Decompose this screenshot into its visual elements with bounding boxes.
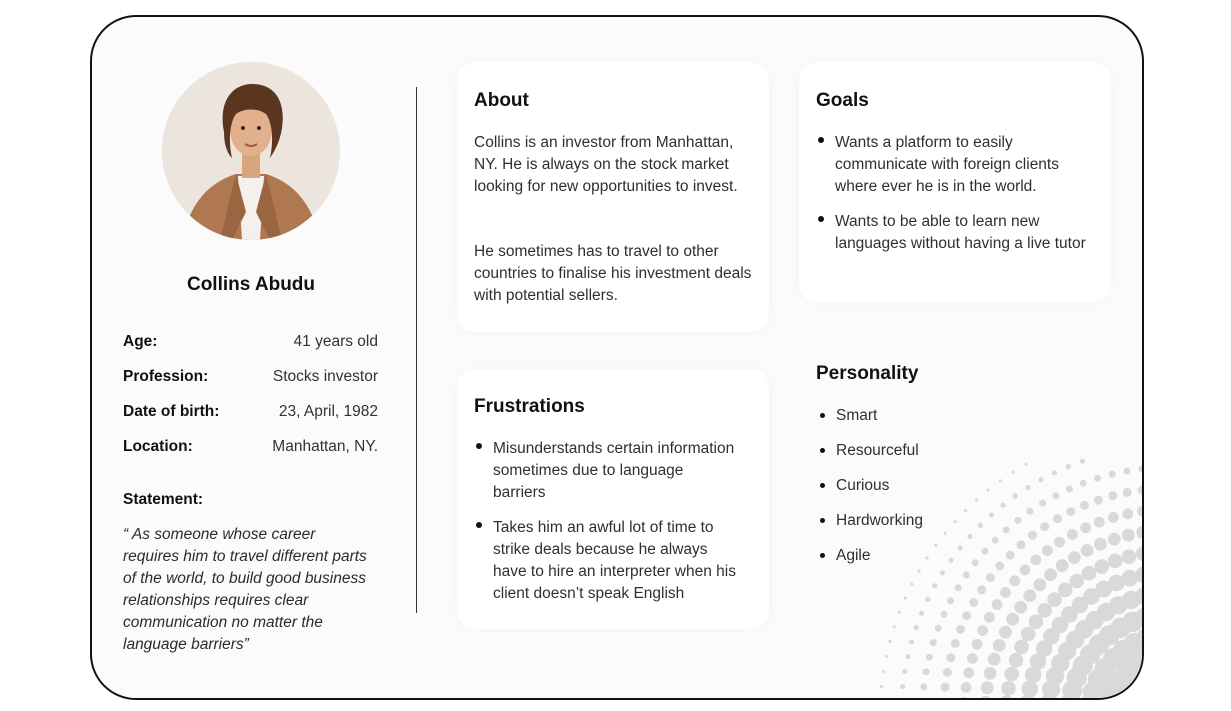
goals-heading: Goals: [816, 90, 869, 111]
halftone-dot: [999, 695, 1014, 700]
halftone-dot: [909, 639, 914, 644]
list-item: [816, 211, 1091, 255]
halftone-dot: [1109, 471, 1116, 478]
halftone-dot: [1017, 540, 1026, 549]
halftone-dot: [956, 625, 965, 634]
halftone-dot: [1024, 463, 1027, 466]
frustrations-heading: Frustrations: [474, 396, 585, 417]
bullet-dot-icon: [820, 448, 825, 453]
halftone-dot: [1056, 559, 1069, 572]
halftone-dot: [984, 612, 995, 623]
halftone-dot: [1014, 517, 1021, 524]
halftone-dot: [1138, 465, 1144, 472]
halftone-dot: [951, 639, 960, 648]
halftone-dot: [1122, 549, 1137, 564]
halftone-dot: [1070, 574, 1085, 589]
halftone-dot: [999, 479, 1002, 482]
list-item: [819, 405, 923, 440]
halftone-dot: [995, 562, 1004, 571]
halftone-dot: [1023, 589, 1036, 602]
halftone-dot: [1080, 480, 1087, 487]
halftone-dot: [1039, 500, 1046, 507]
halftone-dot: [1027, 508, 1034, 515]
halftone-dot: [932, 583, 937, 588]
halftone-dot: [1004, 667, 1019, 682]
halftone-dot: [955, 584, 962, 591]
halftone-dot: [1040, 522, 1049, 531]
halftone-dot: [1021, 627, 1036, 642]
halftone-dot: [1066, 464, 1071, 469]
persona-card: [90, 15, 1144, 700]
halftone-dot: [925, 597, 930, 602]
halftone-dot: [1094, 538, 1107, 551]
info-label: Date of birth:: [123, 403, 220, 420]
halftone-dot: [920, 683, 927, 690]
halftone-dot: [1122, 529, 1135, 542]
about-heading: About: [474, 90, 529, 111]
halftone-dot: [1052, 470, 1057, 475]
halftone-dot: [899, 699, 904, 700]
info-value: Stocks investor: [272, 368, 378, 385]
halftone-dot: [972, 559, 979, 566]
halftone-dot: [905, 654, 910, 659]
bullet-dot-icon: [820, 413, 825, 418]
halftone-dot: [1094, 496, 1103, 505]
halftone-dot: [977, 585, 986, 594]
halftone-dot: [946, 653, 955, 662]
info-value: Manhattan, NY.: [272, 438, 378, 455]
halftone-dot: [964, 509, 967, 512]
info-label: Profession:: [123, 368, 209, 385]
bullet-dot-icon: [818, 216, 824, 222]
halftone-dot: [1067, 529, 1078, 540]
halftone-dot: [1006, 613, 1019, 626]
halftone-dot: [882, 670, 885, 673]
halftone-dot: [1001, 681, 1016, 696]
halftone-dot: [1123, 488, 1132, 497]
halftone-dot: [1094, 475, 1101, 482]
personality-heading: Personality: [816, 363, 919, 384]
halftone-dot: [1014, 601, 1027, 614]
halftone-dot: [934, 544, 937, 547]
halftone-dot: [1108, 512, 1119, 523]
halftone-dot: [1137, 506, 1144, 517]
halftone-dot: [940, 570, 945, 575]
halftone-dot: [919, 698, 926, 700]
halftone-dot: [978, 523, 983, 528]
trait-text: Hardworking: [836, 512, 924, 529]
halftone-dot: [1028, 531, 1037, 540]
halftone-dot: [888, 640, 891, 643]
halftone-dot: [902, 669, 907, 674]
halftone-dot: [1082, 566, 1097, 581]
info-label: Location:: [123, 438, 193, 455]
halftone-dot: [1033, 578, 1046, 591]
info-value: 41 years old: [293, 333, 378, 350]
halftone-dot: [1094, 517, 1105, 528]
halftone-dot: [992, 537, 999, 544]
halftone-dot: [977, 625, 988, 636]
halftone-dot: [1122, 570, 1139, 587]
halftone-dot: [900, 684, 905, 689]
halftone-dot: [1123, 468, 1130, 475]
halftone-dot: [961, 682, 972, 693]
bullet-dot-icon: [820, 483, 825, 488]
halftone-dot: [1138, 486, 1144, 495]
halftone-dot: [1020, 565, 1031, 576]
halftone-dot: [1108, 491, 1117, 500]
halftone-dot: [919, 611, 924, 616]
list-item: [819, 510, 923, 545]
frustrations-list: [474, 438, 736, 618]
list-item: [819, 440, 923, 475]
halftone-dot: [1013, 493, 1018, 498]
halftone-dot: [1038, 477, 1043, 482]
halftone-dot: [981, 548, 988, 555]
column-divider: [416, 87, 417, 613]
personality-list: [819, 405, 923, 580]
list-item: [819, 545, 923, 580]
halftone-dot: [1000, 503, 1005, 508]
halftone-dot: [993, 639, 1006, 652]
halftone-dot: [943, 668, 952, 677]
halftone-dot: [904, 597, 907, 600]
halftone-dot: [885, 655, 888, 658]
halftone-dot: [1058, 583, 1073, 598]
trait-text: Smart: [836, 407, 878, 424]
halftone-dot: [1054, 537, 1065, 548]
halftone-dot: [1080, 459, 1085, 464]
halftone-dot: [1136, 526, 1144, 539]
halftone-dot: [1066, 486, 1073, 493]
halftone-dot: [1011, 471, 1014, 474]
list-item: [474, 438, 736, 504]
halftone-dot: [1003, 526, 1010, 533]
halftone-dot: [1136, 546, 1144, 561]
halftone-dot: [953, 520, 956, 523]
halftone-dot: [1030, 554, 1041, 565]
halftone-dot: [1081, 544, 1094, 557]
halftone-dot: [1000, 587, 1011, 598]
info-row-location: [123, 435, 378, 459]
halftone-dot: [999, 626, 1012, 639]
trait-text: Resourceful: [836, 442, 919, 459]
list-item: [474, 517, 736, 605]
halftone-dot: [914, 625, 919, 630]
halftone-dot: [969, 598, 978, 607]
halftone-dot: [967, 653, 978, 664]
halftone-dot: [972, 639, 983, 650]
halftone-dot: [898, 611, 901, 614]
halftone-dot: [1080, 501, 1089, 510]
halftone-dot: [958, 545, 963, 550]
halftone-dot: [1009, 575, 1020, 586]
trait-text: Curious: [836, 477, 890, 494]
halftone-dot: [981, 681, 994, 694]
halftone-dot: [923, 668, 930, 675]
halftone-dot: [947, 597, 954, 604]
halftone-dot: [935, 625, 942, 632]
halftone-dot: [963, 667, 974, 678]
halftone-dot: [926, 556, 929, 559]
avatar: [162, 62, 340, 240]
info-row-date-of-birth: [123, 400, 378, 424]
about-paragraph: Collins is an investor from Manhattan, NY. He is always on the stock market looking for new opportunities to invest.: [474, 134, 738, 195]
statement-quote: “ As someone whose career requires him to travel different parts of the world, to build good business relationships requires clear communication no matter the language barriers”: [123, 526, 367, 653]
info-label: Age:: [123, 333, 158, 350]
halftone-dot: [1053, 514, 1062, 523]
halftone-dot: [987, 489, 990, 492]
goals-list: [816, 132, 1091, 268]
frustration-text: Takes him an awful lot of time to strike deals because he always have to hire an interpreter when his client doesn’t speak English: [493, 519, 736, 602]
halftone-dot: [1095, 559, 1110, 574]
halftone-dot: [1042, 545, 1053, 556]
bullet-dot-icon: [818, 137, 824, 143]
halftone-dot: [975, 498, 978, 501]
halftone-dot: [989, 512, 994, 517]
halftone-dot: [1108, 533, 1121, 546]
statement-label: Statement:: [123, 491, 204, 508]
halftone-dot: [984, 667, 997, 680]
halftone-dot: [930, 639, 937, 646]
info-value: 23, April, 1982: [278, 403, 378, 420]
persona-name: Collins Abudu: [186, 274, 316, 295]
halftone-dot: [1068, 551, 1081, 564]
halftone-dot: [1080, 522, 1091, 533]
halftone-dot: [939, 698, 948, 701]
halftone-dot: [893, 625, 896, 628]
bullet-dot-icon: [820, 518, 825, 523]
halftone-dot: [967, 534, 972, 539]
goal-text: Wants to be able to learn new languages without having a live tutor: [835, 213, 1086, 252]
halftone-dot: [1009, 653, 1024, 668]
halftone-dot: [910, 583, 913, 586]
info-row-age: [123, 330, 378, 354]
halftone-dot: [1022, 680, 1039, 697]
halftone-dot: [988, 653, 1001, 666]
about-paragraph: He sometimes has to travel to other countries to finalise his investment deals with potential sellers.: [474, 243, 752, 304]
goal-text: Wants a platform to easily communicate with foreign clients where ever he is in the world.: [835, 134, 1059, 195]
halftone-dot: [1044, 568, 1057, 581]
list-item: [819, 475, 923, 510]
halftone-dot: [979, 696, 992, 700]
halftone-dot: [926, 654, 933, 661]
halftone-dot: [1122, 508, 1133, 519]
bullet-dot-icon: [820, 553, 825, 558]
halftone-dot: [1025, 485, 1030, 490]
trait-text: Agile: [836, 547, 871, 564]
halftone-dot: [986, 573, 995, 582]
bullet-dot-icon: [476, 522, 482, 528]
bullet-dot-icon: [476, 443, 482, 449]
halftone-dot: [944, 532, 947, 535]
portrait-photo-icon: [162, 62, 340, 240]
frustration-text: Misunderstands certain information sometimes due to language barriers: [493, 440, 735, 501]
halftone-dot: [963, 572, 970, 579]
halftone-dot: [992, 599, 1003, 610]
halftone-dot: [948, 558, 953, 563]
halftone-dot: [959, 697, 970, 700]
halftone-dot: [1108, 554, 1123, 569]
halftone-dot: [880, 685, 883, 688]
halftone-dot: [962, 611, 971, 620]
halftone-dot: [1006, 551, 1015, 560]
halftone-dot: [1014, 640, 1029, 655]
halftone-dot: [1052, 492, 1059, 499]
list-item: [816, 132, 1091, 198]
info-row-profession: [123, 365, 378, 389]
halftone-dot: [1029, 615, 1044, 630]
halftone-dot: [941, 611, 948, 618]
halftone-dot: [1066, 507, 1075, 516]
halftone-dot: [941, 683, 950, 692]
